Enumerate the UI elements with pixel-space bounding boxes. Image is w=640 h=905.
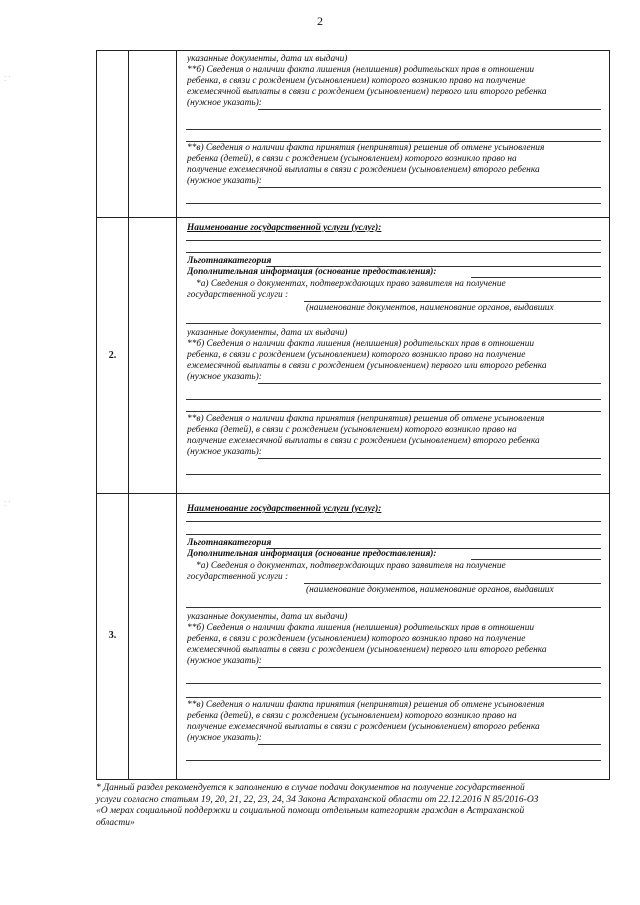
item-b-line: ежемесячной выплаты в связи с рождением (усыновлением) первого или второго ребенка bbox=[187, 361, 547, 371]
answer-field[interactable] bbox=[186, 607, 601, 608]
item-a-note: (наименование документов, наименование органов, выдавших bbox=[306, 585, 554, 595]
item-b-line: (нужное указать): bbox=[187, 98, 262, 108]
answer-field[interactable] bbox=[471, 277, 601, 278]
category-label: Льготнаякатегория bbox=[187, 538, 272, 548]
item-b-line: ребенка, в связи с рождением (усыновлением) которого возникло право на получение bbox=[187, 76, 526, 86]
item-v-line: (нужное указать): bbox=[187, 447, 262, 457]
item-b-line: (нужное указать): bbox=[187, 656, 262, 666]
category-label: Льготнаякатегория bbox=[187, 256, 272, 266]
item-a-line: *а) Сведения о документах, подтверждающих право заявителя на получение bbox=[196, 561, 506, 571]
footnote-line: области» bbox=[96, 817, 135, 828]
additional-info-label: Дополнительная информация (основание предоставления): bbox=[187, 549, 437, 559]
item-b-line: **б) Сведения о наличии факта лишения (нелишения) родительских прав в отношении bbox=[187, 623, 535, 633]
answer-field[interactable] bbox=[186, 323, 601, 324]
item-v-line: (нужное указать): bbox=[187, 733, 262, 743]
footnote-line: * Данный раздел рекомендуется к заполнению в случае подачи документов на получение государственной bbox=[96, 783, 525, 793]
answer-field[interactable] bbox=[258, 187, 601, 188]
item-a-note: (наименование документов, наименование органов, выдавших bbox=[306, 303, 554, 313]
answer-field[interactable] bbox=[258, 109, 601, 110]
answer-field[interactable] bbox=[186, 697, 601, 698]
answer-field[interactable] bbox=[186, 683, 601, 684]
answer-field[interactable] bbox=[304, 583, 601, 584]
answer-field[interactable] bbox=[471, 559, 601, 560]
footnote-line: «О мерах социальной поддержки и социальной помощи отдельным категориям граждан в Астраханской bbox=[96, 806, 525, 816]
answer-field[interactable] bbox=[186, 760, 601, 761]
item-b-line: ежемесячной выплаты в связи с рождением (усыновлением) первого или второго ребенка bbox=[187, 645, 547, 655]
item-a-line: государственной услуги : bbox=[187, 290, 289, 300]
table-row bbox=[97, 494, 609, 779]
item-b-line: ребенка, в связи с рождением (усыновлением) которого возникло право на получение bbox=[187, 350, 526, 360]
item-a-line: *а) Сведения о документах, подтверждающих право заявителя на получение bbox=[196, 279, 506, 289]
item-v-line: получение ежемесячной выплаты в связи с рождением (усыновлением) второго ребенка bbox=[187, 165, 540, 175]
answer-field[interactable] bbox=[186, 129, 601, 130]
row-number: 2. bbox=[108, 350, 117, 361]
item-b-line: ежемесячной выплаты в связи с рождением (усыновлением) первого или второго ребенка bbox=[187, 87, 547, 97]
answer-field[interactable] bbox=[186, 474, 601, 475]
scan-artifact: · · · bbox=[4, 498, 11, 510]
item-v-line: ребенка (детей), в связи с рождением (усыновлением) которого возникло право на bbox=[187, 711, 517, 721]
item-v-line: **в) Сведения о наличии факта принятия (непринятия) решения об отмене усыновления bbox=[187, 700, 545, 710]
item-v-line: (нужное указать): bbox=[187, 176, 262, 186]
item-b-line: **б) Сведения о наличии факта лишения (нелишения) родительских прав в отношении bbox=[187, 339, 535, 349]
answer-field[interactable] bbox=[186, 252, 601, 253]
table-row bbox=[97, 51, 609, 218]
item-v-line: **в) Сведения о наличии факта принятия (непринятия) решения об отмене усыновления bbox=[187, 143, 545, 153]
docs-note-line: указанные документы, дата их выдачи) bbox=[187, 54, 348, 64]
page-number: 2 bbox=[317, 14, 323, 28]
item-v-line: ребенка (детей), в связи с рождением (усыновлением) которого возникло право на bbox=[187, 425, 517, 435]
form-table bbox=[96, 50, 610, 780]
answer-field[interactable] bbox=[186, 141, 601, 142]
item-b-line: **б) Сведения о наличии факта лишения (нелишения) родительских прав в отношении bbox=[187, 65, 535, 75]
answer-field[interactable] bbox=[186, 203, 601, 204]
item-v-line: **в) Сведения о наличии факта принятия (непринятия) решения об отмене усыновления bbox=[187, 414, 545, 424]
footnote-line: услуги согласно статьям 19, 20, 21, 22, 23, 24, 34 Закона Астраханской области от 22.12.2016 N 85/2016-ОЗ bbox=[96, 794, 539, 805]
service-title: Наименование государственной услуги (услуг): bbox=[187, 504, 382, 514]
answer-field[interactable] bbox=[258, 667, 601, 668]
docs-note-line: указанные документы, дата их выдачи) bbox=[187, 328, 348, 338]
docs-note-line: указанные документы, дата их выдачи) bbox=[187, 612, 348, 622]
answer-field[interactable] bbox=[258, 744, 601, 745]
item-v-line: получение ежемесячной выплаты в связи с рождением (усыновлением) второго ребенка bbox=[187, 436, 540, 446]
answer-field[interactable] bbox=[186, 521, 601, 522]
additional-info-label: Дополнительная информация (основание предоставления): bbox=[187, 267, 437, 277]
service-title: Наименование государственной услуги (услуг): bbox=[187, 223, 382, 233]
item-a-line: государственной услуги : bbox=[187, 572, 289, 582]
answer-field[interactable] bbox=[258, 458, 601, 459]
item-b-line: ребенка, в связи с рождением (усыновлением) которого возникло право на получение bbox=[187, 634, 526, 644]
footnote bbox=[96, 783, 610, 829]
answer-field[interactable] bbox=[304, 301, 601, 302]
item-v-line: получение ежемесячной выплаты в связи с рождением (усыновлением) второго ребенка bbox=[187, 722, 540, 732]
answer-field[interactable] bbox=[186, 534, 601, 535]
item-v-line: ребенка (детей), в связи с рождением (усыновлением) которого возникло право на bbox=[187, 154, 517, 164]
answer-field[interactable] bbox=[258, 383, 601, 384]
answer-field[interactable] bbox=[186, 399, 601, 400]
scan-artifact: · · · bbox=[4, 73, 11, 85]
table-row bbox=[97, 218, 609, 494]
item-b-line: (нужное указать): bbox=[187, 372, 262, 382]
answer-field[interactable] bbox=[186, 240, 601, 241]
answer-field[interactable] bbox=[186, 411, 601, 412]
row-number: 3. bbox=[108, 630, 117, 641]
